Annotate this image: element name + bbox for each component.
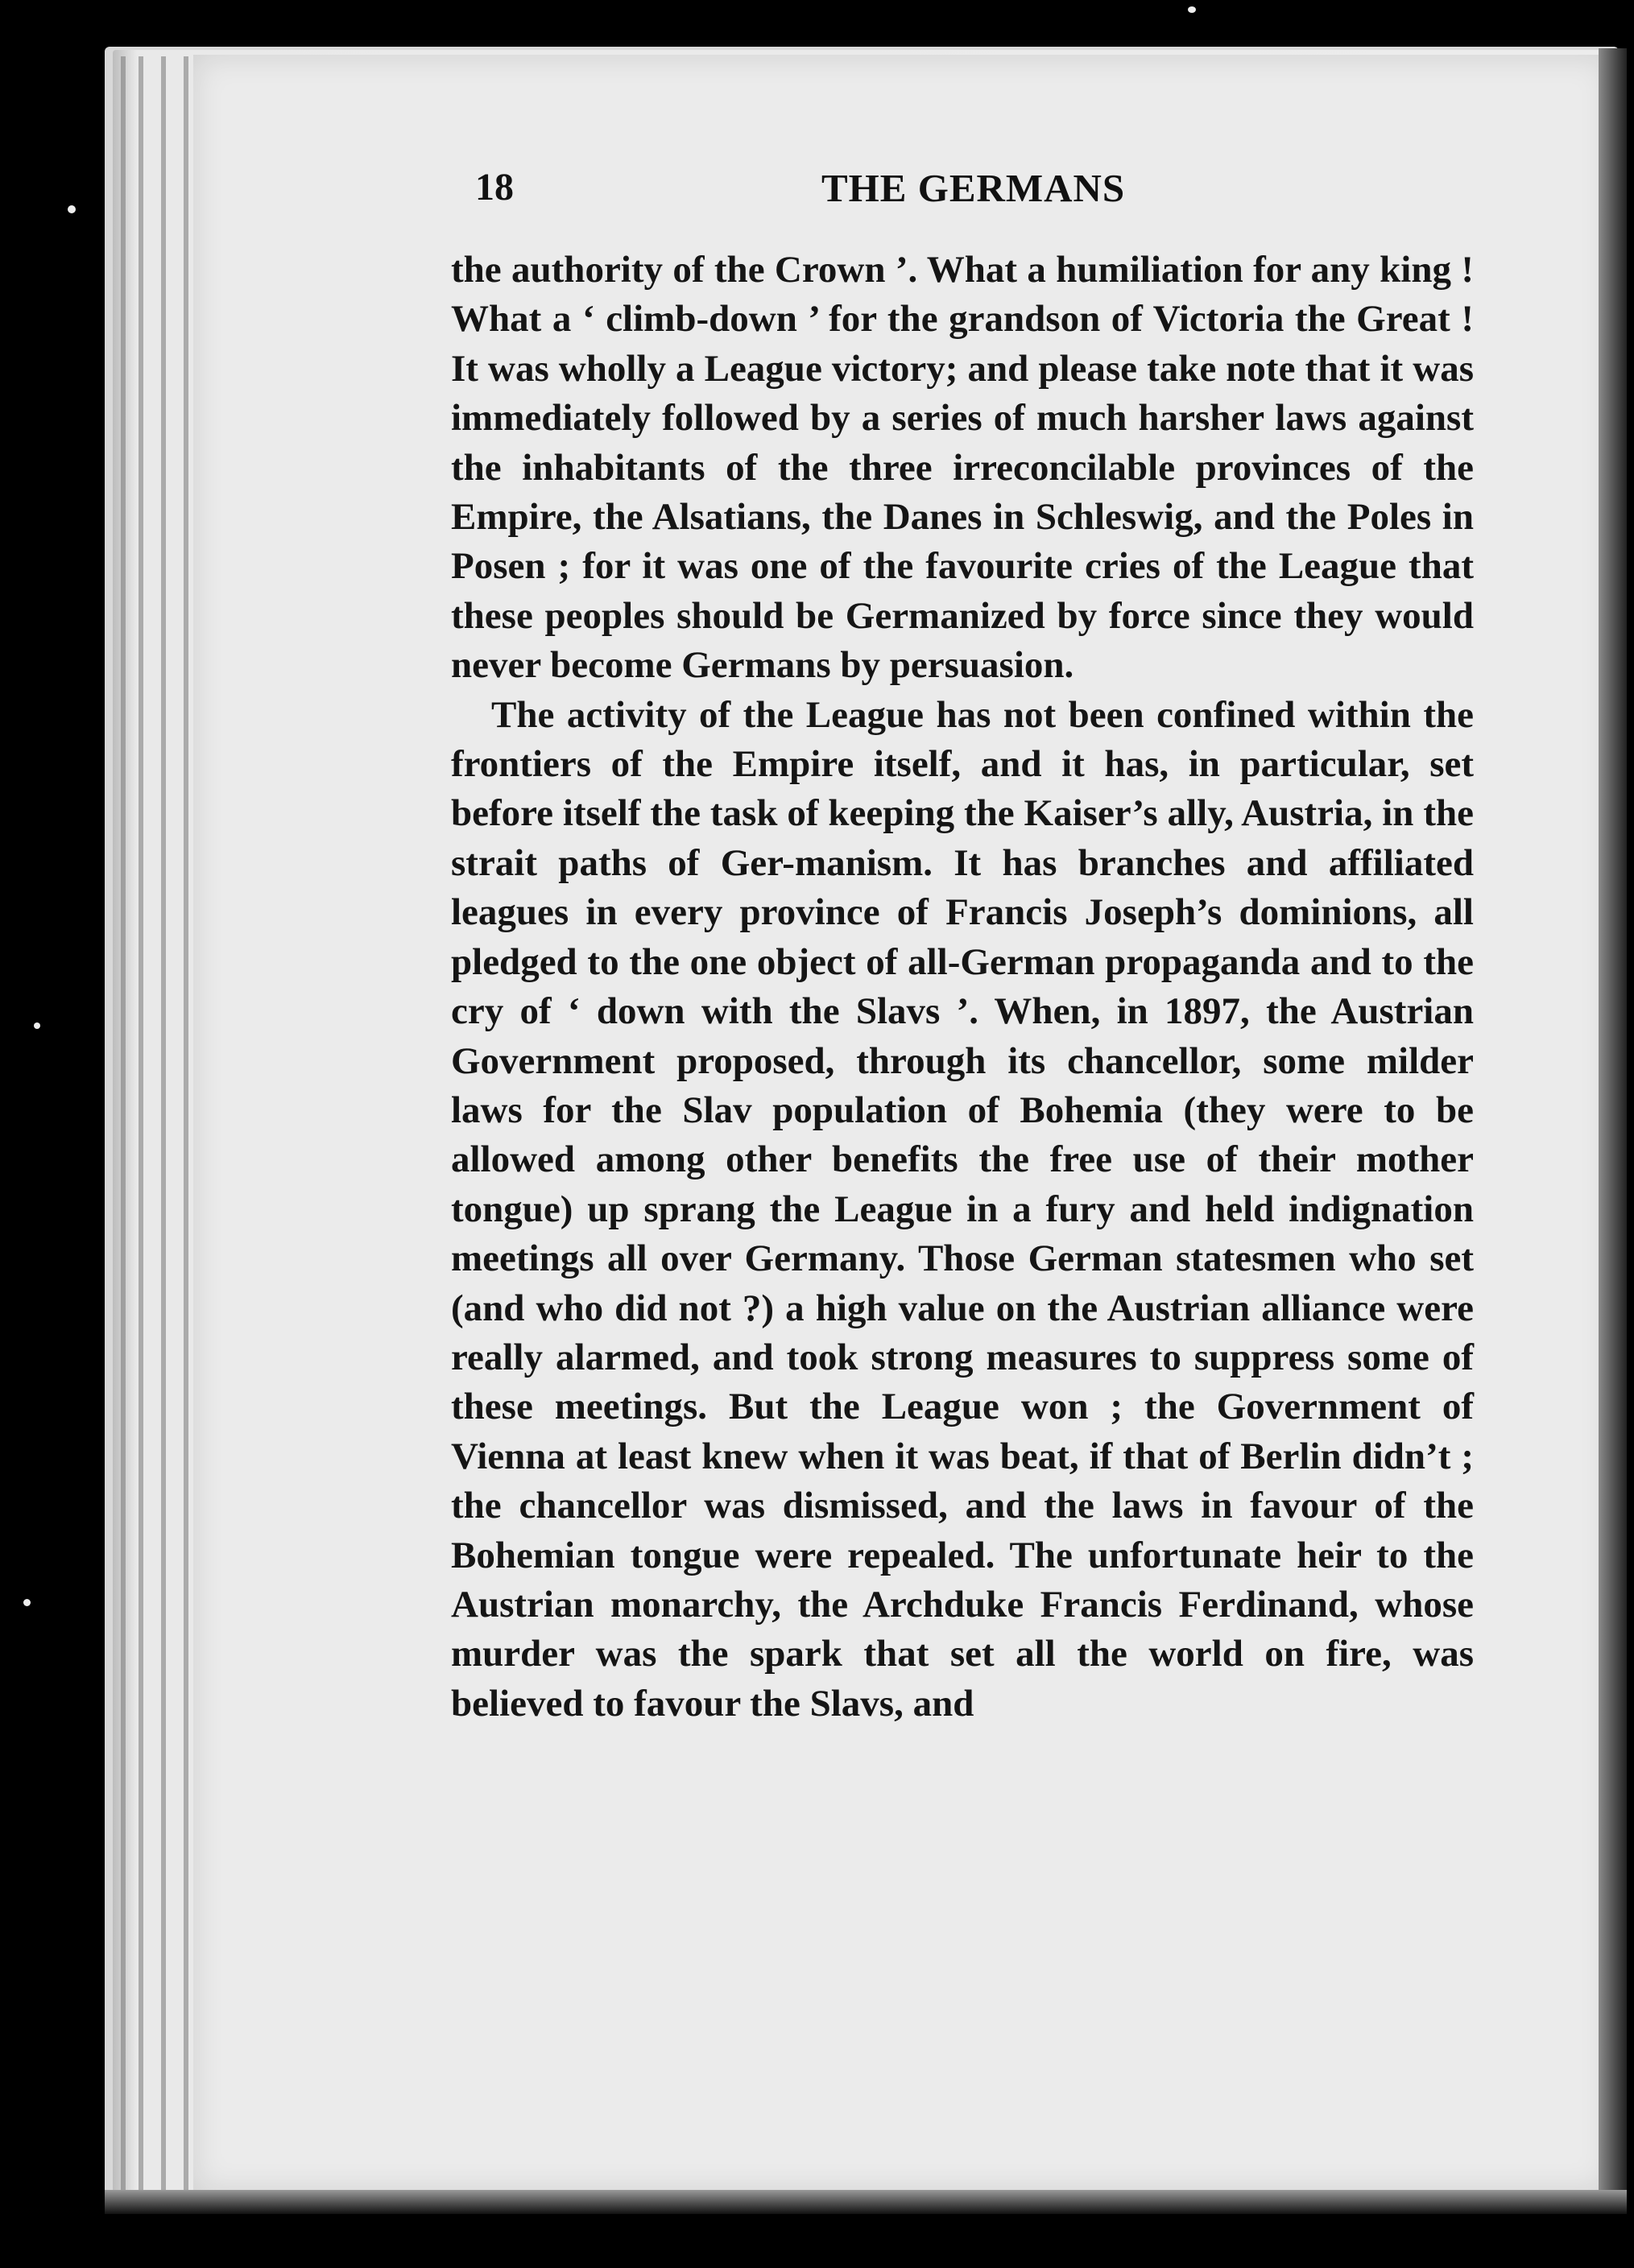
page-header (475, 165, 1474, 229)
page-bottom-shadow (105, 2190, 1627, 2214)
paragraph: the authority of the Crown ’. What a humiliation for any king ! What a ‘ climb-down ’ for the grandson of Victoria the Great ! It was wholly a League victory; and please take note that it was immediately followed by a series of much harsher laws against the inhabitants of the three irreconcilable provinces of the Empire, the Alsatians, the Danes in Schleswig, and the Poles in Posen ; for it was one of the favourite cries of the League that these peoples should be Germanized by force since they would never become Germans by persuasion. (451, 249, 1474, 687)
scan-speck (34, 1022, 40, 1029)
running-title: THE GERMANS (821, 166, 1126, 210)
page-edge-line (184, 56, 188, 2190)
scan-speck (23, 1599, 31, 1606)
scan-speck (1188, 6, 1196, 13)
paragraph: The activity of the League has not been confined within the frontiers of the Empire itself, and it has, in particular, set before itself the task of keeping the Kaiser’s ally, Austria, in the strait paths of Ger-manism. It has branches and affiliated leagues in every province of Francis Joseph’s dominions, all pledged to the one object of all-German propaganda and to the cry of ‘ down with the Slavs ’. When, in 1897, the Austrian Government proposed, through its chancellor, some milder laws for the Slav population of Bohemia (they were to be allowed among other benefits the free use of their mother tongue) up sprang the League in a fury and held indignation meetings all over Germany. Those German statesmen who set (and who did not ?) a high value on the Austrian alliance were really alarmed, and took strong measures to suppress some of these meetings. But the League won ; the Government of Vienna at least knew when it was beat, if that of Berlin didn’t ; the chancellor was dismissed, and the laws in favour of the Bohemian tongue were repealed. The unfortunate heir to the Austrian monarchy, the Archduke Francis Ferdinand, whose murder was the spark that set all the world on fire, was believed to favour the Slavs, and (451, 693, 1474, 1725)
page-right-shadow (1599, 48, 1627, 2206)
scan-speck (68, 205, 76, 213)
body-text (451, 246, 1474, 1729)
page-edge-line (161, 56, 166, 2190)
page-number: 18 (475, 166, 514, 209)
page-edge-line (139, 56, 143, 2190)
page-edge-line (121, 56, 126, 2190)
